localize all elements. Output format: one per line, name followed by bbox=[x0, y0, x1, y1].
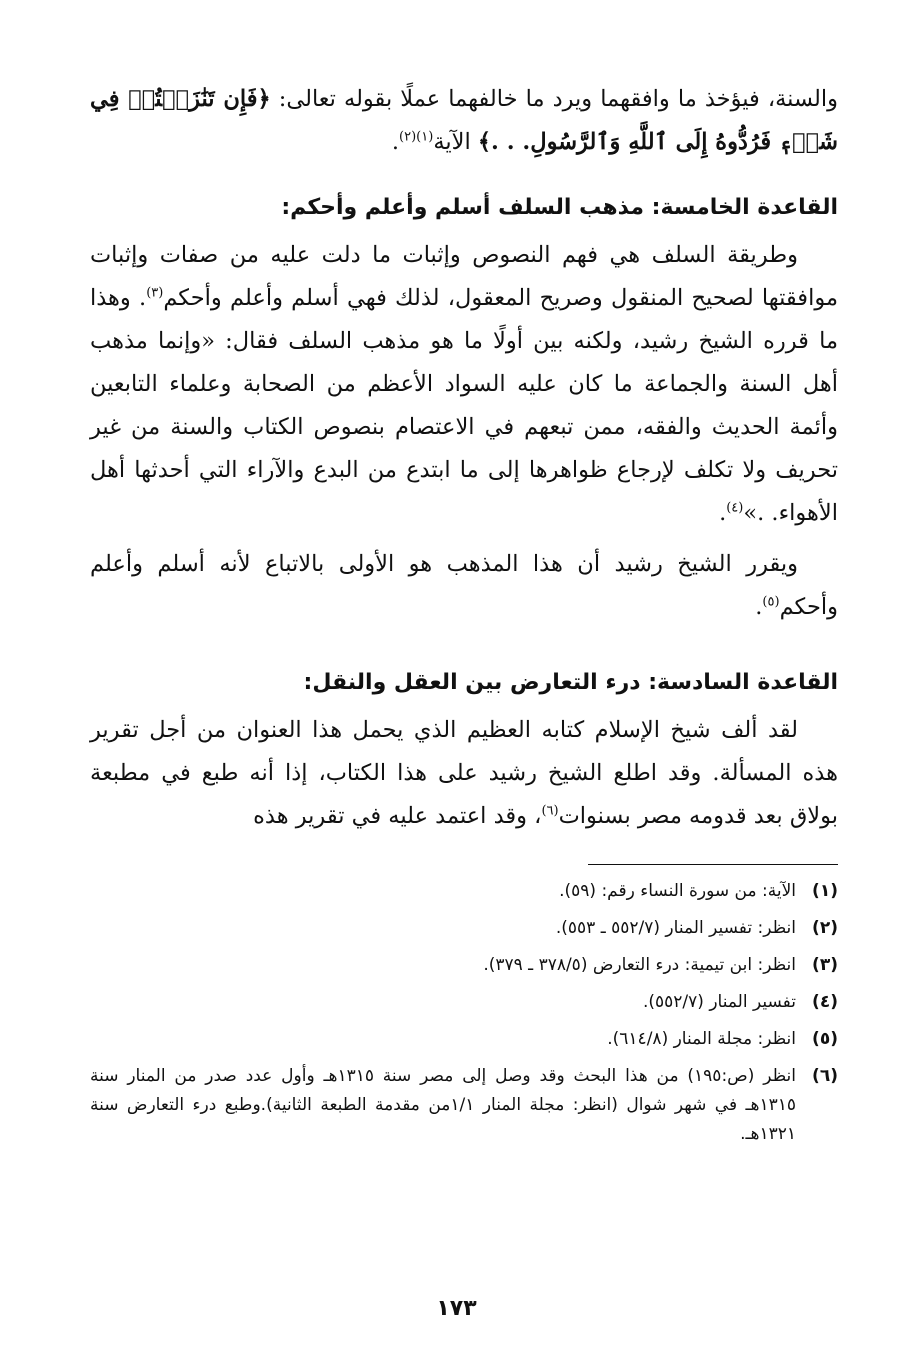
intro-text: والسنة، فيؤخذ ما وافقهما ويرد ما خالفهما عملًا بقوله تعالى: bbox=[270, 86, 838, 112]
footnote-text: انظر: مجلة المنار (٦١٤/٨). bbox=[607, 1029, 796, 1049]
rule5-p1-text-a: وطريقة السلف هي فهم النصوص وإثبات ما دلت عليه من صفات وإثبات موافقتها لصحيح المنقول وصريح المعقول، لذلك فهي أسلم وأعلم وأحكم bbox=[90, 242, 838, 311]
footnote-6 bbox=[90, 1062, 838, 1149]
footnote-4 bbox=[90, 988, 838, 1017]
rule6-p1-text-a: لقد ألف شيخ الإسلام كتابه العظيم الذي يحمل هذا العنوان من أجل تقرير هذه المسألة. وقد اطلع الشيخ رشيد على هذا الكتاب، إذا أنه طبع في مطبعة بولاق بعد قدومه مصر بسنوات bbox=[90, 717, 838, 829]
footnote-text: الآية: من سورة النساء رقم: (٥٩). bbox=[559, 881, 796, 901]
footnote-divider bbox=[588, 864, 838, 865]
rule5-p2-text: ويقرر الشيخ رشيد أن هذا المذهب هو الأولى بالاتباع لأنه أسلم وأعلم وأحكم bbox=[90, 551, 838, 620]
rule5-paragraph-2 bbox=[90, 543, 838, 629]
footnote-text: تفسير المنار (٥٥٢/٧). bbox=[642, 992, 796, 1012]
rule6-heading: القاعدة السادسة: درء التعارض بين العقل والنقل: bbox=[303, 670, 838, 695]
footnote-text: انظر: تفسير المنار (٥٥٢/٧ ـ ٥٥٣). bbox=[555, 918, 796, 938]
footnote-5 bbox=[90, 1025, 838, 1054]
footnote-text: انظر: ابن تيمية: درء التعارض (٣٧٨/٥ ـ ٣٧٩). bbox=[483, 955, 796, 975]
rule5-p2-end: . bbox=[755, 594, 763, 620]
footnote-ref: (٤) bbox=[726, 500, 744, 516]
footnote-ref: (٥) bbox=[762, 594, 780, 610]
footnotes-list bbox=[90, 877, 838, 1149]
footnote-number: (٣) bbox=[812, 955, 838, 975]
intro-tail: الآية bbox=[433, 129, 478, 155]
footnote-ref: (١)(٢) bbox=[399, 129, 434, 145]
quran-verse: ﴿فَإِن تَنَٰزَعۡتُمۡ فِي شَيۡءٖ فَرُدُّوهُ إِلَى ٱللَّهِ وَٱلرَّسُولِ. . .﴾ bbox=[90, 86, 838, 155]
footnote-ref: (٣) bbox=[146, 285, 164, 301]
footnote-text: انظر (ص:١٩٥) من هذا البحث وقد وصل إلى مصر سنة ١٣١٥هـ وأول عدد صدر من المنار سنة ١٣١٥هـ في شهر شوال (انظر: مجلة المنار ١/١من مقدمة الطبعة الثانية).وطبع درء التعارض سنة ١٣٢١هـ. bbox=[90, 1066, 796, 1144]
footnote-number: (٦) bbox=[812, 1066, 838, 1086]
intro-paragraph bbox=[90, 78, 838, 164]
footnote-ref: (٦) bbox=[541, 803, 559, 819]
footnote-number: (٥) bbox=[812, 1029, 838, 1049]
footnote-1 bbox=[90, 877, 838, 906]
rule6-p1-text-b: ، وقد اعتمد عليه في تقرير هذه bbox=[253, 803, 542, 829]
rule6-paragraph-1 bbox=[90, 709, 838, 838]
rule5-heading: القاعدة الخامسة: مذهب السلف أسلم وأعلم وأحكم: bbox=[281, 195, 838, 220]
rule5-p1-text-b: . وهذا ما قرره الشيخ رشيد، ولكنه بين أولًا ما هو مذهب السلف فقال: «وإنما مذهب أهل السنة والجماعة ما كان عليه السواد الأعظم من الصحابة وعلماء التابعين وأئمة الحديث والفقه، ممن تبعهم في الاعتصام بنصوص الكتاب والسنة من غير تحريف ولا تكلف لإرجاع ظواهرها إلى ما ابتدع من البدع والآراء التي أحدثها أهل الأهواء. .» bbox=[90, 285, 838, 526]
page-number: ١٧٣ bbox=[436, 1296, 477, 1321]
rule5-p1-end: . bbox=[719, 500, 727, 526]
rule5-paragraph-1 bbox=[90, 234, 838, 535]
footnote-number: (٢) bbox=[812, 918, 838, 938]
footnote-3 bbox=[90, 951, 838, 980]
footnote-2 bbox=[90, 914, 838, 943]
footnote-number: (٤) bbox=[812, 992, 838, 1012]
page-body bbox=[90, 78, 838, 1365]
footnote-number: (١) bbox=[812, 881, 838, 901]
intro-end: . bbox=[391, 129, 400, 155]
